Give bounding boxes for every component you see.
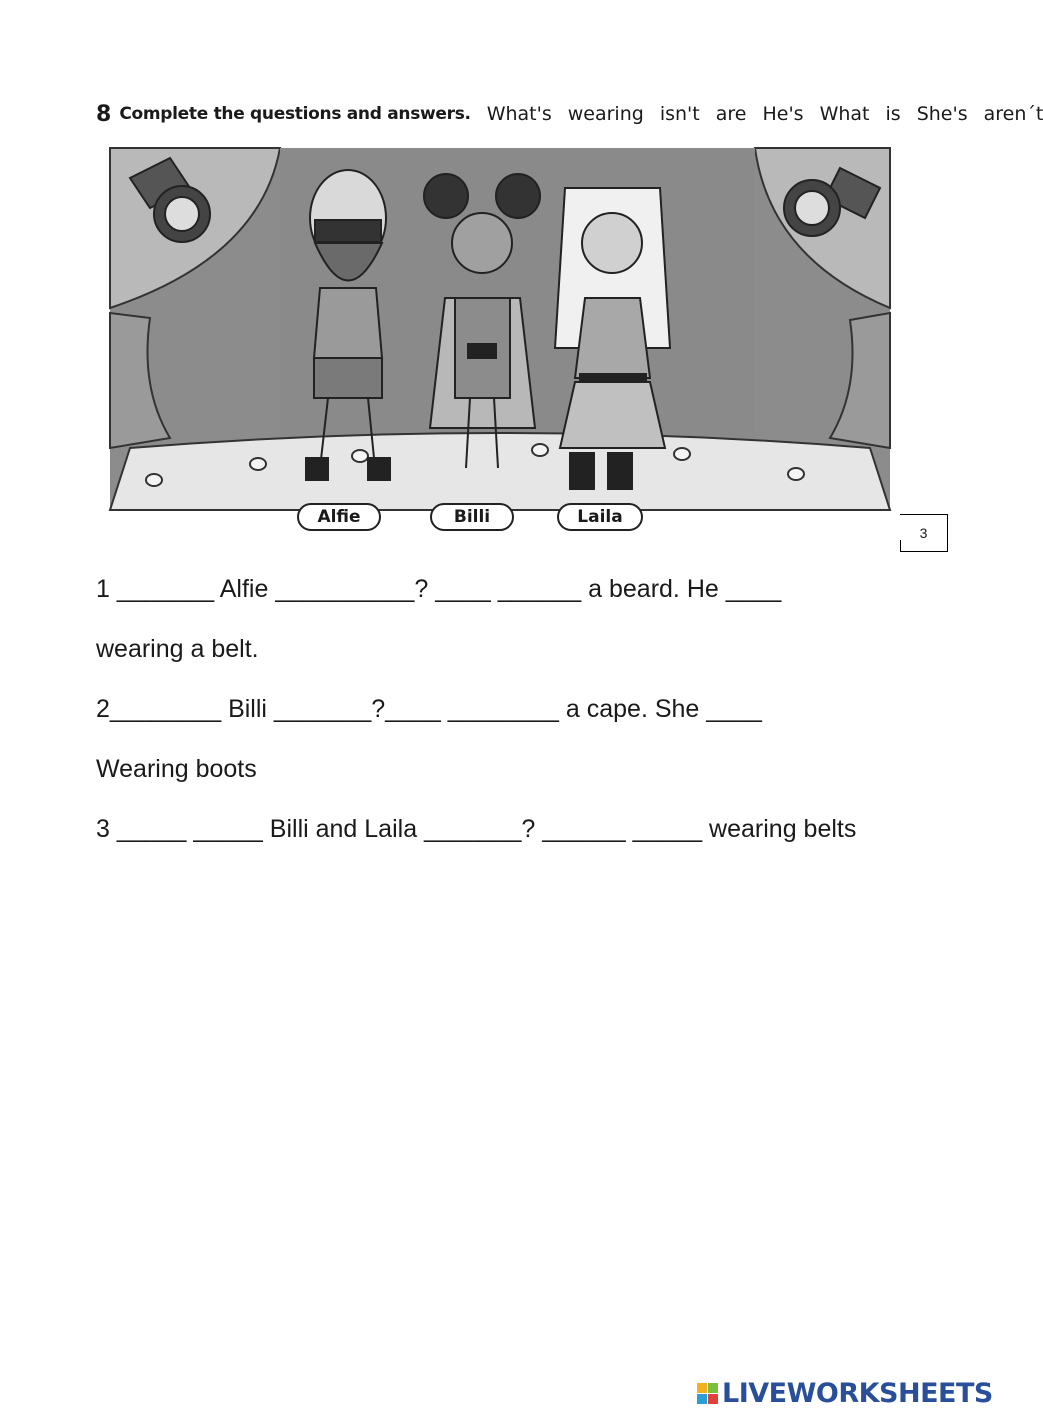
- word-bank-item: She's: [916, 103, 968, 125]
- word-bank-item: wearing: [567, 103, 644, 125]
- word-bank-item: aren´t: [983, 103, 1043, 125]
- exercise-header: [96, 96, 1043, 132]
- exercise-line-1: 1 _______ Alfie __________? ____ ______ a beard. He ____: [96, 575, 782, 603]
- exercise-line-1-continued: wearing a belt.: [96, 635, 259, 663]
- laila-figure: [555, 188, 670, 489]
- word-bank-item: are: [715, 103, 747, 125]
- word-bank-item: What's: [486, 103, 552, 125]
- name-tag-billi: Billi: [430, 503, 514, 531]
- stage-illustration: [110, 148, 890, 510]
- name-tag-alfie: Alfie: [297, 503, 381, 531]
- brand-name: LIVEWORKSHEETS: [722, 1378, 993, 1409]
- exercise-line-2: 2________ Billi _______?____ ________ a cape. She ____: [96, 695, 762, 723]
- logo-mark-icon: [697, 1383, 718, 1404]
- liveworksheets-logo: [697, 1378, 993, 1409]
- exercise-line-3: 3 _____ _____ Billi and Laila _______? ______ _____ wearing belts: [96, 815, 857, 843]
- exercise-instruction: Complete the questions and answers.: [119, 104, 471, 124]
- exercise-number: 8: [96, 101, 112, 127]
- name-tag-laila: Laila: [557, 503, 643, 531]
- word-bank-item: is: [885, 103, 901, 125]
- billi-figure: [424, 174, 540, 468]
- word-bank-item: He's: [762, 103, 804, 125]
- word-bank-item: isn't: [659, 103, 700, 125]
- score-value: 3: [919, 525, 928, 541]
- word-bank-item: What: [819, 103, 870, 125]
- word-bank: [487, 103, 1043, 125]
- stage-floor: [110, 433, 890, 510]
- exercise-line-2-continued: Wearing boots: [96, 755, 257, 783]
- score-box: [900, 514, 948, 552]
